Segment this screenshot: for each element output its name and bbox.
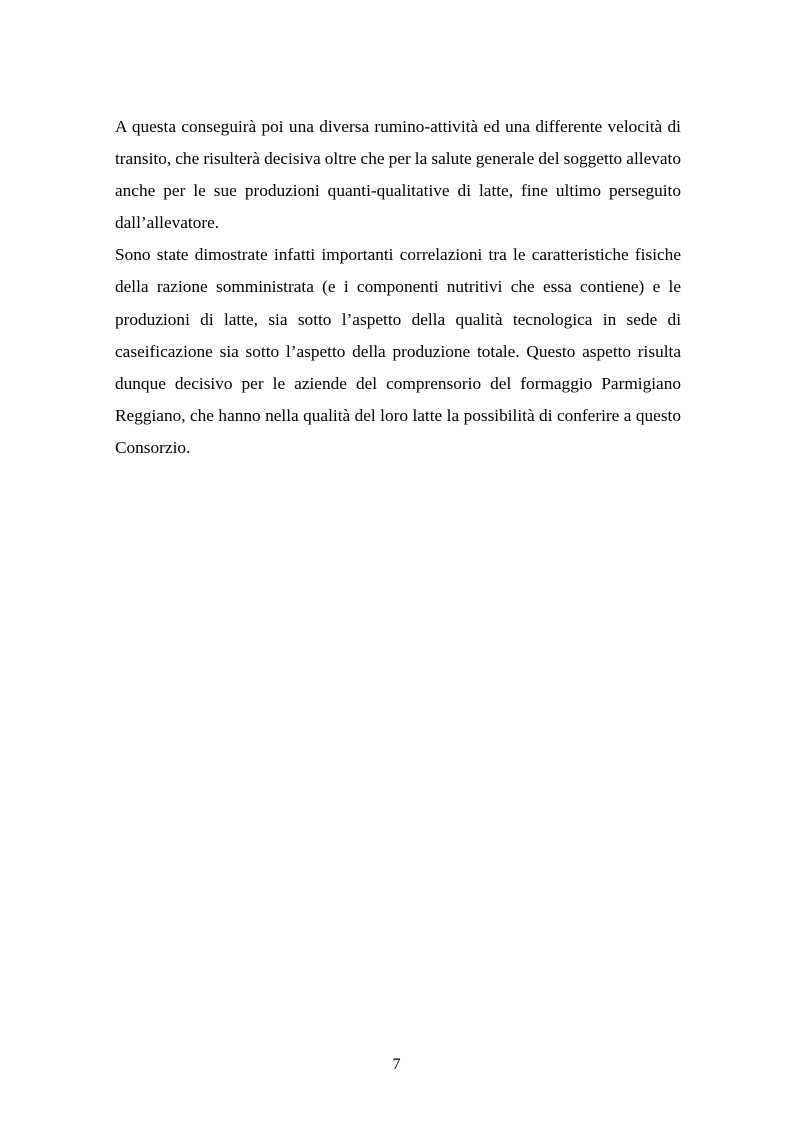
page-number: 7 — [392, 1056, 401, 1073]
paragraph-2: Sono state dimostrate infatti importanti correlazioni tra le caratteristiche fisiche della razione somministrata (e i componenti nutritivi che essa contiene) e le produzioni di latte, sia sotto l’aspetto della qualità tecnologica in sede di caseificazione sia sotto l’aspetto della produzione totale. Questo aspetto risulta dunque decisivo per le aziende del comprensorio del formaggio Parmigiano Reggiano, che hanno nella qualità del loro latte la possibilità di conferire a questo Consorzio. — [115, 245, 681, 457]
paragraph-1: A questa conseguirà poi una diversa rumino-attività ed una differente velocità di transito, che risulterà decisiva oltre che per la salute generale del soggetto allevato anche per le sue produzioni quanti-qualitative di latte, fine ultimo perseguito dall’allevatore. — [115, 117, 681, 233]
page-body — [115, 111, 681, 464]
